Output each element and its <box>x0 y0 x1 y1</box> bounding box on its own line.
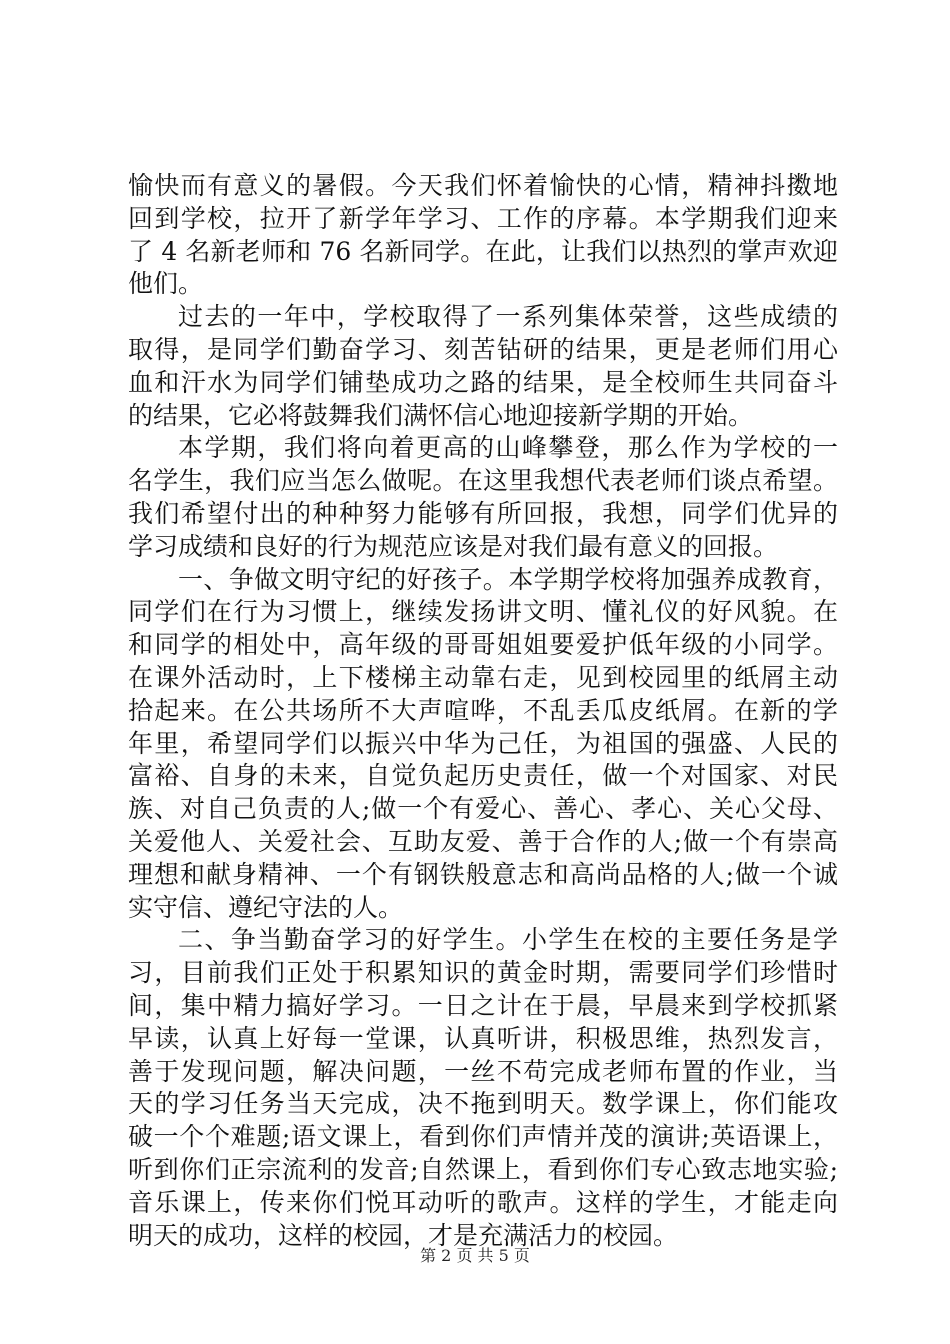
text-line: 拾起来。在公共场所不大声喧哗，不乱丢瓜皮纸屑。在新的学 <box>128 695 838 725</box>
text-line: 取得，是同学们勤奋学习、刻苦钻研的结果，更是老师们用心 <box>128 334 838 364</box>
text-line: 听到你们正宗流利的发音;自然课上，看到你们专心致志地实验; <box>128 1154 838 1184</box>
text-line: 间，集中精力搞好学习。一日之计在于晨，早晨来到学校抓紧 <box>128 990 838 1020</box>
paragraph <box>128 564 838 925</box>
text-line: 回到学校，拉开了新学年学习、工作的序幕。本学期我们迎来 <box>128 203 838 233</box>
paragraph <box>128 301 838 432</box>
text-line: 血和汗水为同学们铺垫成功之路的结果，是全校师生共同奋斗 <box>128 367 838 397</box>
text-line: 学习成绩和良好的行为规范应该是对我们最有意义的回报。 <box>128 531 779 561</box>
text-line: 名学生，我们应当怎么做呢。在这里我想代表老师们谈点希望。 <box>128 466 838 496</box>
text-line: 和同学的相处中，高年级的哥哥姐姐要爱护低年级的小同学。 <box>128 630 838 660</box>
paragraph <box>128 924 838 1252</box>
text-line: 天的学习任务当天完成，决不拖到明天。数学课上，你们能攻 <box>128 1089 838 1119</box>
text-line: 过去的一年中，学校取得了一系列集体荣誉，这些成绩的 <box>178 302 838 332</box>
text-line: 早读，认真上好每一堂课，认真听讲，积极思维，热烈发言， <box>128 1023 838 1053</box>
text-line: 理想和献身精神、一个有钢铁般意志和高尚品格的人;做一个诚 <box>128 859 838 889</box>
text-line: 年里，希望同学们以振兴中华为己任，为祖国的强盛、人民的 <box>128 728 838 758</box>
text-line: 善于发现问题，解决问题，一丝不苟完成老师布置的作业，当 <box>128 1056 838 1086</box>
text-line: 本学期，我们将向着更高的山峰攀登，那么作为学校的一 <box>178 433 838 463</box>
text-line: 习，目前我们正处于积累知识的黄金时期，需要同学们珍惜时 <box>128 958 838 988</box>
text-line: 富裕、自身的未来，自觉负起历史责任，做一个对国家、对民 <box>128 761 838 791</box>
text-line: 在课外活动时，上下楼梯主动靠右走，见到校园里的纸屑主动 <box>128 662 838 692</box>
paragraph <box>128 170 838 301</box>
text-line: 愉快而有意义的暑假。今天我们怀着愉快的心情，精神抖擞地 <box>128 171 838 200</box>
page-footer: 第 2 页 共 5 页 <box>420 1246 530 1265</box>
text-line: 实守信、遵纪守法的人。 <box>128 892 404 922</box>
paragraph <box>128 432 838 563</box>
document-body <box>128 170 838 1252</box>
text-line: 同学们在行为习惯上，继续发扬讲文明、懂礼仪的好风貌。在 <box>128 597 838 627</box>
text-line: 族、对自己负责的人;做一个有爱心、善心、孝心、关心父母、 <box>128 794 838 824</box>
text-line: 一、争做文明守纪的好孩子。本学期学校将加强养成教育， <box>178 564 838 594</box>
text-line: 破一个个难题;语文课上，看到你们声情并茂的演讲;英语课上， <box>128 1122 838 1152</box>
text-line: 我们希望付出的种种努力能够有所回报，我想，同学们优异的 <box>128 498 838 528</box>
text-line: 的结果，它必将鼓舞我们满怀信心地迎接新学期的开始。 <box>128 400 754 430</box>
text-line: 了 4 名新老师和 76 名新同学。在此，让我们以热烈的掌声欢迎 <box>128 236 838 266</box>
text-line: 关爱他人、关爱社会、互助友爱、善于合作的人;做一个有崇高 <box>128 826 838 856</box>
text-line: 他们。 <box>128 269 204 299</box>
text-line: 二、争当勤奋学习的好学生。小学生在校的主要任务是学 <box>178 925 838 955</box>
text-line: 音乐课上，传来你们悦耳动听的歌声。这样的学生，才能走向 <box>128 1187 838 1217</box>
text-line: 明天的成功，这样的校园，才是充满活力的校园。 <box>128 1220 679 1250</box>
